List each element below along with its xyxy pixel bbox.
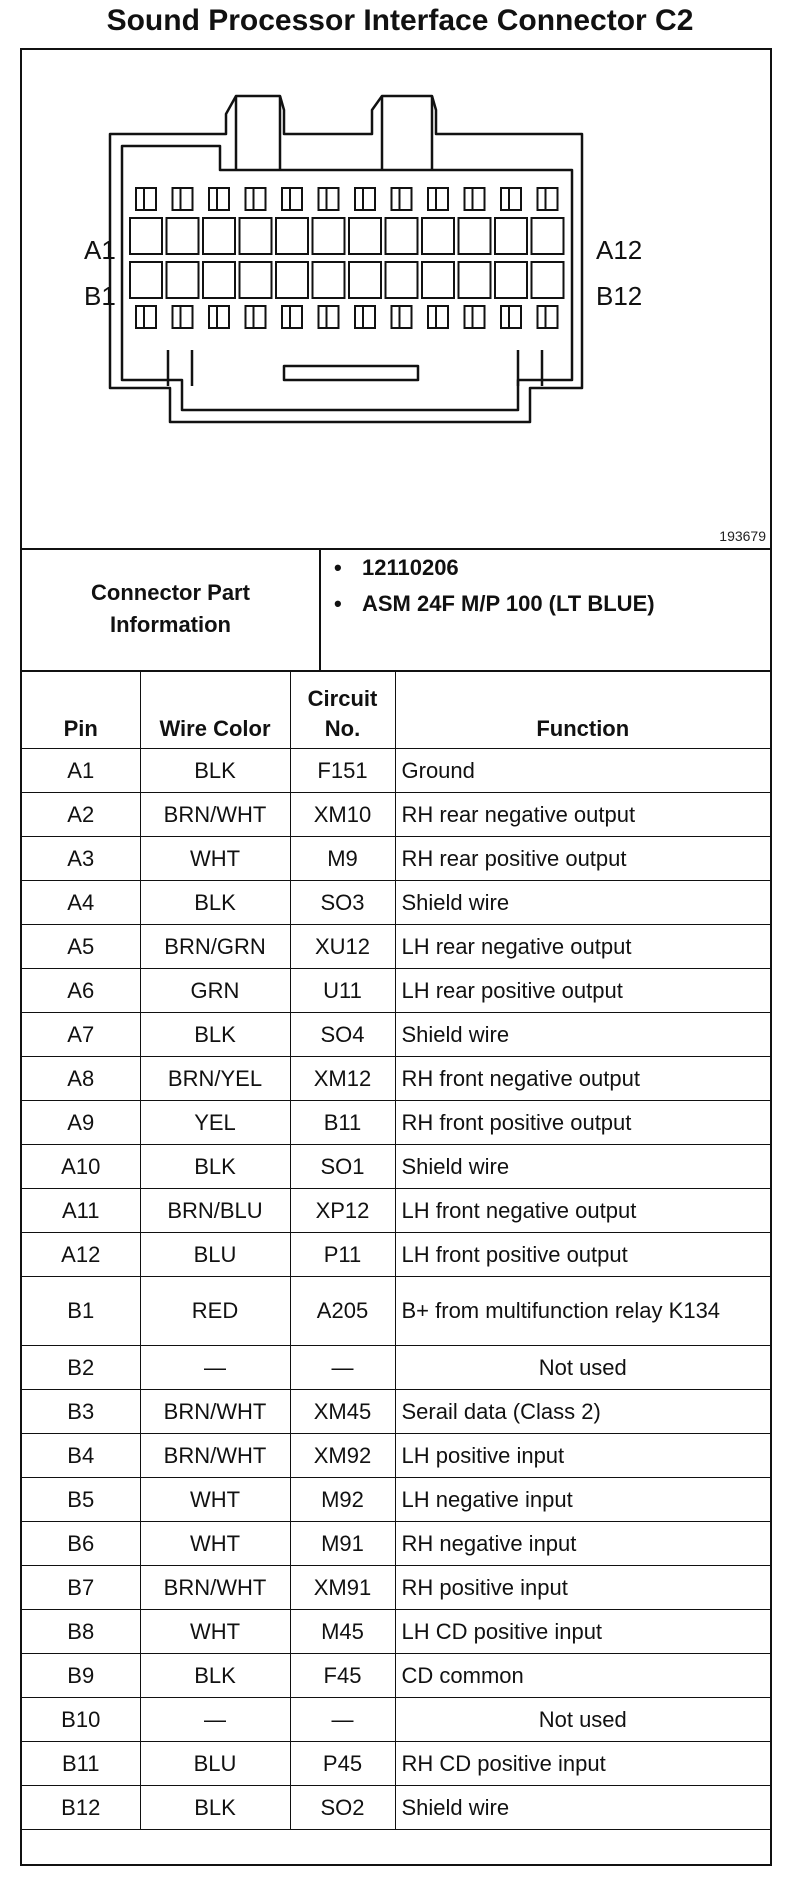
- pin-cavity-b: [167, 262, 199, 298]
- pin-cell: B8: [22, 1610, 140, 1654]
- page-title: Sound Processor Interface Connector C2: [106, 4, 694, 37]
- circuit-cell: SO1: [290, 1145, 395, 1189]
- function-cell: LH front negative output: [395, 1189, 770, 1233]
- table-row: [22, 1189, 770, 1233]
- latch-window-bottom: [392, 306, 412, 328]
- latch-window-top: [465, 188, 485, 210]
- latch-window-bottom: [282, 306, 302, 328]
- latch-window-bottom: [355, 306, 375, 328]
- function-cell: LH CD positive input: [395, 1610, 770, 1654]
- pin-cell: A3: [22, 837, 140, 881]
- table-row: [22, 1145, 770, 1189]
- function-cell: Not used: [395, 1698, 770, 1742]
- table-row: [22, 1654, 770, 1698]
- figure-id: 193679: [719, 528, 766, 544]
- header-circuit-no: Circuit No.: [290, 670, 395, 749]
- function-cell: Ground: [395, 749, 770, 793]
- pin-cell: B5: [22, 1478, 140, 1522]
- circuit-cell: —: [290, 1346, 395, 1390]
- wire-color-cell: —: [140, 1346, 290, 1390]
- pin-cell: B6: [22, 1522, 140, 1566]
- pin-cell: B2: [22, 1346, 140, 1390]
- pin-cavity-a: [276, 218, 308, 254]
- circuit-cell: B11: [290, 1101, 395, 1145]
- table-row: [22, 1742, 770, 1786]
- circuit-cell: XM92: [290, 1434, 395, 1478]
- latch-window-top: [392, 188, 412, 210]
- circuit-cell: SO4: [290, 1013, 395, 1057]
- circuit-cell: M91: [290, 1522, 395, 1566]
- header-pin: Pin: [22, 670, 140, 749]
- table-row: [22, 1390, 770, 1434]
- pin-cell: A11: [22, 1189, 140, 1233]
- pin-cavity-b: [130, 262, 162, 298]
- circuit-cell: XM10: [290, 793, 395, 837]
- function-cell: Shield wire: [395, 1786, 770, 1830]
- latch-window-top: [282, 188, 302, 210]
- function-cell: Not used: [395, 1346, 770, 1390]
- wire-color-cell: BLU: [140, 1233, 290, 1277]
- table-row: [22, 1786, 770, 1830]
- circuit-cell: XP12: [290, 1189, 395, 1233]
- wire-color-cell: WHT: [140, 837, 290, 881]
- wire-color-cell: BRN/YEL: [140, 1057, 290, 1101]
- pin-cell: A8: [22, 1057, 140, 1101]
- table-row: [22, 1346, 770, 1390]
- pin-cell: B11: [22, 1742, 140, 1786]
- table-row: [22, 1566, 770, 1610]
- pin-cell: A4: [22, 881, 140, 925]
- pin-cavity-a: [422, 218, 454, 254]
- pin-cavity-a: [495, 218, 527, 254]
- latch-window-bottom: [173, 306, 193, 328]
- latch-window-top: [246, 188, 266, 210]
- latch-window-bottom: [538, 306, 558, 328]
- table-row: [22, 881, 770, 925]
- latch-window-top: [173, 188, 193, 210]
- circuit-cell: M9: [290, 837, 395, 881]
- table-row: [22, 837, 770, 881]
- pin-cavity-a: [313, 218, 345, 254]
- pin-cavity-b: [422, 262, 454, 298]
- pin-cell: A12: [22, 1233, 140, 1277]
- pin-cavity-b: [495, 262, 527, 298]
- table-row: [22, 1013, 770, 1057]
- pin-cavity-b: [276, 262, 308, 298]
- latch-window-top: [428, 188, 448, 210]
- function-cell: LH rear positive output: [395, 969, 770, 1013]
- table-row: [22, 1434, 770, 1478]
- circuit-cell: SO2: [290, 1786, 395, 1830]
- function-cell: LH positive input: [395, 1434, 770, 1478]
- circuit-cell: M92: [290, 1478, 395, 1522]
- wire-color-cell: BRN/BLU: [140, 1189, 290, 1233]
- pin-cell: A6: [22, 969, 140, 1013]
- function-cell: CD common: [395, 1654, 770, 1698]
- wire-color-cell: BLK: [140, 749, 290, 793]
- table-row: [22, 1610, 770, 1654]
- table-row: [22, 1057, 770, 1101]
- header-wire-color: Wire Color: [140, 670, 290, 749]
- function-cell: Shield wire: [395, 881, 770, 925]
- pin-cell: A1: [22, 749, 140, 793]
- pin-cell: B9: [22, 1654, 140, 1698]
- table-row: [22, 793, 770, 837]
- pin-cavity-a: [459, 218, 491, 254]
- table-header-row: [22, 670, 770, 749]
- latch-window-bottom: [319, 306, 339, 328]
- table-row: [22, 1522, 770, 1566]
- function-cell: LH rear negative output: [395, 925, 770, 969]
- pin-cavity-b: [349, 262, 381, 298]
- function-cell: LH negative input: [395, 1478, 770, 1522]
- wire-color-cell: BLK: [140, 1654, 290, 1698]
- pin-cavity-b: [532, 262, 564, 298]
- pin-cell: A7: [22, 1013, 140, 1057]
- connector-diagram: [22, 50, 770, 550]
- latch-window-top: [136, 188, 156, 210]
- latch-window-top: [355, 188, 375, 210]
- pin-cavity-a: [130, 218, 162, 254]
- wire-color-cell: —: [140, 1698, 290, 1742]
- pin-cavity-b: [313, 262, 345, 298]
- wire-color-cell: WHT: [140, 1522, 290, 1566]
- function-cell: RH positive input: [395, 1566, 770, 1610]
- circuit-cell: XM91: [290, 1566, 395, 1610]
- pin-cell: B7: [22, 1566, 140, 1610]
- table-row: [22, 925, 770, 969]
- latch-window-bottom: [465, 306, 485, 328]
- pin-cavity-b: [386, 262, 418, 298]
- latch-window-bottom: [209, 306, 229, 328]
- latch-window-top: [501, 188, 521, 210]
- pin-cell: B1: [22, 1277, 140, 1346]
- wire-color-cell: BLK: [140, 1786, 290, 1830]
- function-cell: Shield wire: [395, 1013, 770, 1057]
- function-cell: RH negative input: [395, 1522, 770, 1566]
- circuit-cell: U11: [290, 969, 395, 1013]
- latch-window-bottom: [428, 306, 448, 328]
- pin-cell: A10: [22, 1145, 140, 1189]
- wire-color-cell: BLK: [140, 1145, 290, 1189]
- pin-cell: B4: [22, 1434, 140, 1478]
- circuit-cell: XM45: [290, 1390, 395, 1434]
- function-cell: LH front positive output: [395, 1233, 770, 1277]
- circuit-cell: F151: [290, 749, 395, 793]
- wire-color-cell: YEL: [140, 1101, 290, 1145]
- circuit-cell: F45: [290, 1654, 395, 1698]
- table-row: [22, 1101, 770, 1145]
- pin-cavity-a: [532, 218, 564, 254]
- pin-cell: A2: [22, 793, 140, 837]
- pin-label-b12: B12: [596, 281, 643, 311]
- pin-label-a12: A12: [596, 235, 643, 265]
- function-cell: RH front negative output: [395, 1057, 770, 1101]
- table-row: [22, 1478, 770, 1522]
- function-cell: RH front positive output: [395, 1101, 770, 1145]
- pin-cell: B12: [22, 1786, 140, 1830]
- connector-face-drawing: [22, 50, 770, 548]
- function-cell: RH rear positive output: [395, 837, 770, 881]
- latch-window-bottom: [501, 306, 521, 328]
- circuit-cell: SO3: [290, 881, 395, 925]
- wire-color-cell: BRN/GRN: [140, 925, 290, 969]
- latch-window-top: [319, 188, 339, 210]
- table-row: [22, 749, 770, 793]
- pin-cavity-a: [203, 218, 235, 254]
- wire-color-cell: BLU: [140, 1742, 290, 1786]
- circuit-cell: M45: [290, 1610, 395, 1654]
- table-row: [22, 1277, 770, 1346]
- pin-label-a1: A1: [84, 235, 116, 265]
- wire-color-cell: WHT: [140, 1610, 290, 1654]
- wire-color-cell: BLK: [140, 1013, 290, 1057]
- pin-cavity-b: [459, 262, 491, 298]
- wire-color-cell: BRN/WHT: [140, 793, 290, 837]
- pin-cavity-b: [203, 262, 235, 298]
- circuit-cell: P45: [290, 1742, 395, 1786]
- circuit-cell: —: [290, 1698, 395, 1742]
- wire-color-cell: BRN/WHT: [140, 1390, 290, 1434]
- wire-color-cell: BRN/WHT: [140, 1434, 290, 1478]
- connector-part-information: [22, 548, 770, 672]
- function-cell: Serail data (Class 2): [395, 1390, 770, 1434]
- latch-window-top: [209, 188, 229, 210]
- wire-color-cell: GRN: [140, 969, 290, 1013]
- pin-cell: B3: [22, 1390, 140, 1434]
- circuit-cell: P11: [290, 1233, 395, 1277]
- table-row: [22, 1233, 770, 1277]
- function-cell: RH rear negative output: [395, 793, 770, 837]
- circuit-cell: XU12: [290, 925, 395, 969]
- wire-color-cell: RED: [140, 1277, 290, 1346]
- pin-cavity-a: [240, 218, 272, 254]
- pin-cavity-b: [240, 262, 272, 298]
- pinout-table: [22, 670, 770, 1830]
- part-description: • ASM 24F M/P 100 (LT BLUE): [362, 588, 752, 620]
- function-cell: RH CD positive input: [395, 1742, 770, 1786]
- part-info-list: [322, 552, 752, 624]
- function-cell: B+ from multifunction relay K134: [395, 1277, 770, 1346]
- pin-cavity-a: [386, 218, 418, 254]
- pin-cell: B10: [22, 1698, 140, 1742]
- circuit-cell: XM12: [290, 1057, 395, 1101]
- pin-cell: A5: [22, 925, 140, 969]
- latch-window-bottom: [246, 306, 266, 328]
- table-row: [22, 969, 770, 1013]
- header-function: Function: [395, 670, 770, 749]
- latch-window-top: [538, 188, 558, 210]
- table-body: [22, 749, 770, 1830]
- pin-cell: A9: [22, 1101, 140, 1145]
- function-cell: Shield wire: [395, 1145, 770, 1189]
- pin-cavity-a: [167, 218, 199, 254]
- connector-sheet: [20, 48, 772, 1866]
- wire-color-cell: BRN/WHT: [140, 1566, 290, 1610]
- part-number: • 12110206: [362, 552, 752, 584]
- latch-window-bottom: [136, 306, 156, 328]
- pin-label-b1: B1: [84, 281, 116, 311]
- wire-color-cell: WHT: [140, 1478, 290, 1522]
- part-info-label: Connector Part Information: [22, 548, 321, 670]
- table-row: [22, 1698, 770, 1742]
- circuit-cell: A205: [290, 1277, 395, 1346]
- pin-cavity-a: [349, 218, 381, 254]
- wire-color-cell: BLK: [140, 881, 290, 925]
